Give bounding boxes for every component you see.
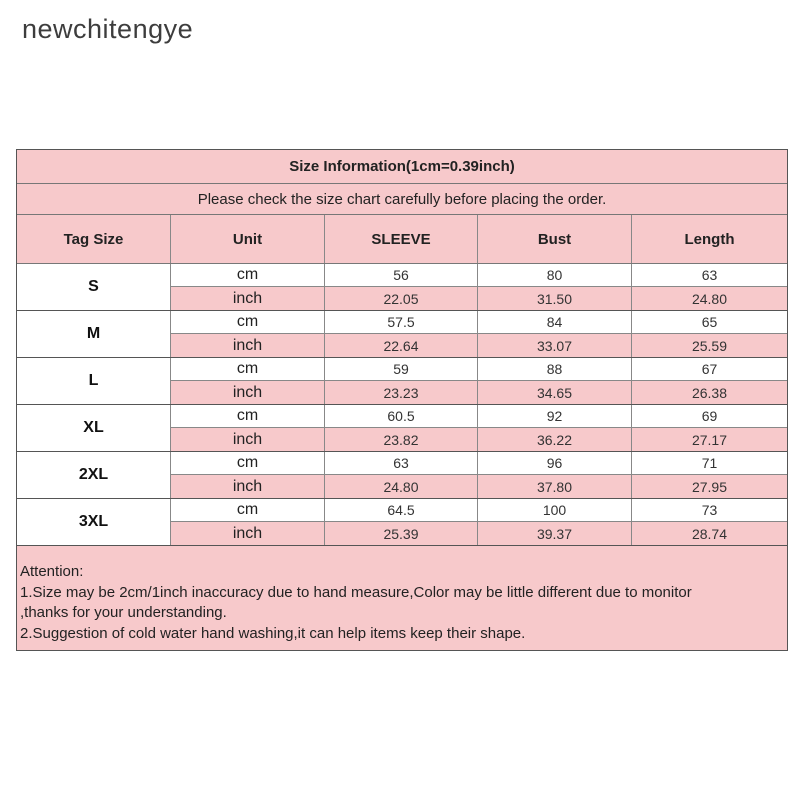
unit-cell: inch (171, 287, 325, 310)
sleeve-cell: 24.80 (325, 475, 478, 498)
bust-cell: 96 (478, 452, 632, 475)
attention-notes (17, 546, 787, 650)
bust-cell: 84 (478, 311, 632, 334)
notes-line-3: 2.Suggestion of cold water hand washing,it can help items keep their shape. (20, 624, 526, 642)
unit-cell: inch (171, 428, 325, 451)
size-group-s (17, 264, 787, 311)
unit-cell: inch (171, 522, 325, 545)
sleeve-cell: 57.5 (325, 311, 478, 334)
size-group-xl (17, 405, 787, 452)
size-group-m (17, 311, 787, 358)
size-group-3xl (17, 499, 787, 546)
chart-subtitle: Please check the size chart carefully before placing the order. (17, 184, 787, 215)
sleeve-cell: 22.64 (325, 334, 478, 357)
length-cell: 71 (632, 452, 787, 475)
notes-line-2: ,thanks for your understanding. (20, 604, 227, 621)
unit-cell: cm (171, 405, 325, 428)
sleeve-cell: 60.5 (325, 405, 478, 428)
sleeve-cell: 56 (325, 264, 478, 287)
length-cell: 28.74 (632, 522, 787, 545)
notes-line-1: 1.Size may be 2cm/1inch inaccuracy due to hand measure,Color may be little different due to monitor (20, 583, 692, 601)
chart-title: Size Information(1cm=0.39inch) (17, 150, 787, 184)
size-chart (16, 149, 788, 651)
sleeve-cell: 23.82 (325, 428, 478, 451)
tag-size-cell: 2XL (17, 452, 171, 498)
length-cell: 24.80 (632, 287, 787, 310)
table-header (17, 215, 787, 264)
bust-cell: 31.50 (478, 287, 632, 310)
header-unit: Unit (171, 215, 325, 263)
header-length: Length (684, 230, 735, 248)
brand-watermark: newchitengye (22, 14, 194, 44)
bust-cell: 33.07 (478, 334, 632, 357)
sleeve-cell: 22.05 (325, 287, 478, 310)
sleeve-cell: 23.23 (325, 381, 478, 404)
unit-cell: cm (171, 311, 325, 334)
length-cell: 27.95 (632, 475, 787, 498)
length-cell: 25.59 (632, 334, 787, 357)
tag-size-cell: M (17, 311, 171, 357)
header-tag-size: Tag Size (17, 215, 171, 263)
size-group-2xl (17, 452, 787, 499)
header-bust: Bust (478, 215, 632, 263)
sleeve-cell: 63 (325, 452, 478, 475)
unit-cell: inch (171, 334, 325, 357)
bust-cell: 34.65 (478, 381, 632, 404)
unit-cell: inch (171, 381, 325, 404)
bust-cell: 36.22 (478, 428, 632, 451)
bust-cell: 37.80 (478, 475, 632, 498)
unit-cell: cm (171, 264, 325, 287)
size-group-l (17, 358, 787, 405)
size-rows (17, 264, 787, 546)
bust-cell: 88 (478, 358, 632, 381)
header-sleeve: SLEEVE (325, 215, 478, 263)
length-cell: 69 (632, 405, 787, 428)
unit-cell: cm (171, 358, 325, 381)
unit-cell: cm (171, 499, 325, 522)
notes-heading: Attention: (20, 563, 84, 580)
length-cell: 27.17 (632, 428, 787, 451)
length-cell: 63 (632, 264, 787, 287)
tag-size-cell: S (17, 264, 171, 310)
bust-cell: 80 (478, 264, 632, 287)
bust-cell: 100 (478, 499, 632, 522)
unit-cell: cm (171, 452, 325, 475)
length-cell: 65 (632, 311, 787, 334)
length-cell: 73 (632, 499, 787, 522)
tag-size-cell: L (17, 358, 171, 404)
tag-size-cell: XL (17, 405, 171, 451)
sleeve-cell: 25.39 (325, 522, 478, 545)
unit-cell: inch (171, 475, 325, 498)
tag-size-cell: 3XL (17, 499, 171, 545)
sleeve-cell: 59 (325, 358, 478, 381)
length-cell: 26.38 (632, 381, 787, 404)
bust-cell: 39.37 (478, 522, 632, 545)
sleeve-cell: 64.5 (325, 499, 478, 522)
bust-cell: 92 (478, 405, 632, 428)
length-cell: 67 (632, 358, 787, 381)
